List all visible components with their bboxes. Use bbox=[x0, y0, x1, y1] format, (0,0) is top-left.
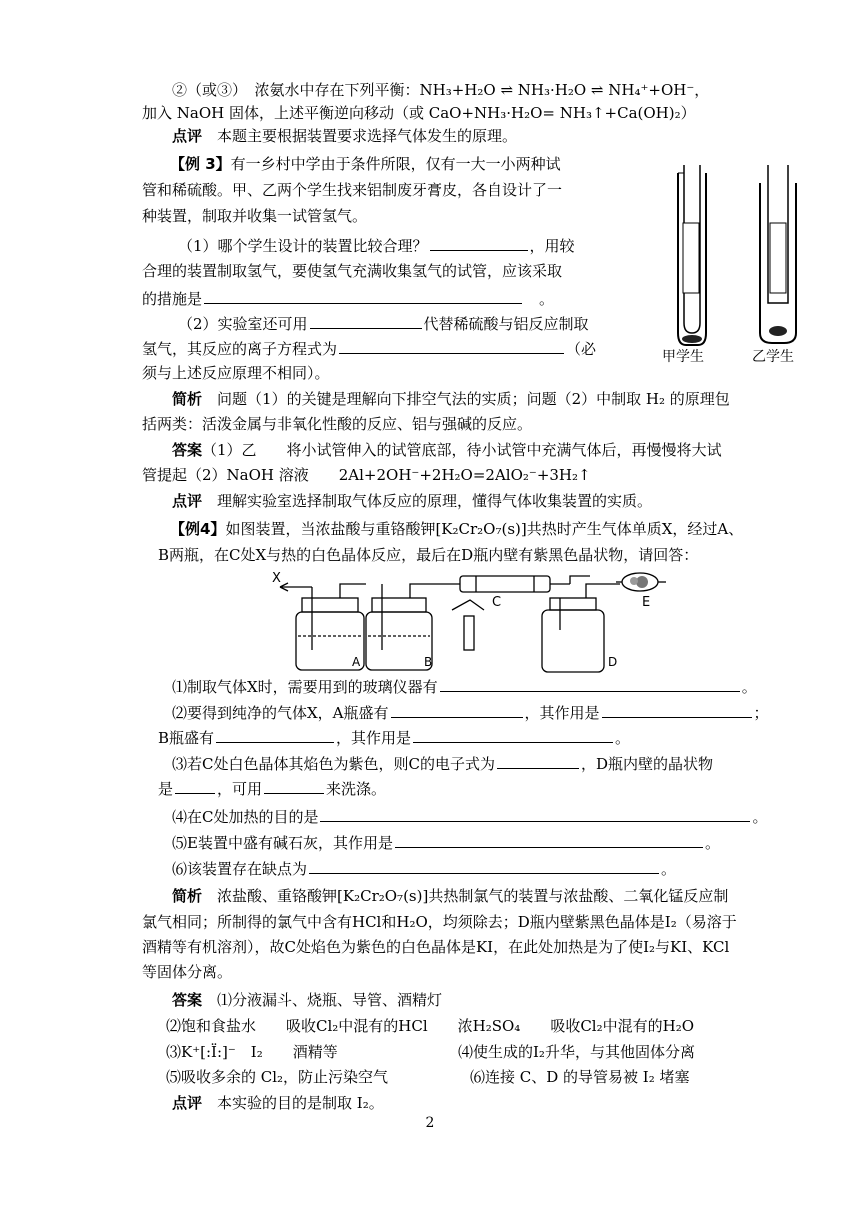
label-comment: 点评 bbox=[172, 1094, 203, 1112]
text: （1）哪个学生设计的装置比较合理？ bbox=[178, 237, 428, 255]
text-line: 等固体分离。 bbox=[142, 963, 233, 981]
text-line: ②（或③） 浓氨水中存在下列平衡：NH₃+H₂O ⇌ NH₃·H₂O ⇌ NH₄⁺+OH⁻， bbox=[172, 81, 710, 99]
text: （必 bbox=[566, 340, 597, 358]
question-line bbox=[158, 727, 630, 748]
question-line bbox=[178, 235, 575, 256]
answer-blank bbox=[175, 778, 215, 794]
text: B瓶盛有 bbox=[158, 729, 215, 747]
answer-blank bbox=[602, 702, 752, 718]
text: 来洗涤。 bbox=[326, 780, 387, 798]
answer-line: ⑷使生成的I₂升华，与其他固体分离 bbox=[458, 1043, 695, 1061]
text: ⑴制取气体X时，需要用到的玻璃仪器有 bbox=[172, 678, 438, 696]
text: 。 bbox=[539, 290, 555, 308]
question-line bbox=[172, 832, 720, 853]
text: 有一乡村中学由于条件所限，仅有一大一小两种试 bbox=[230, 155, 561, 173]
text: 。 bbox=[704, 834, 720, 852]
text: ⑷在C处加热的目的是 bbox=[172, 808, 319, 826]
caption-yi: 乙学生 bbox=[752, 349, 794, 365]
text: ⑸E装置中盛有碱石灰，其作用是 bbox=[172, 834, 393, 852]
question-line bbox=[172, 676, 757, 697]
label-answer: 答案 bbox=[172, 441, 203, 459]
answer-line: ⑵饱和食盐水 吸收Cl₂中混有的HCl 浓H₂SO₄ 吸收Cl₂中混有的H₂O bbox=[166, 1017, 695, 1035]
text: 。 bbox=[615, 729, 631, 747]
answer-blank bbox=[204, 288, 522, 304]
label-e: E bbox=[642, 595, 651, 610]
answer-blank bbox=[339, 338, 564, 354]
question-line bbox=[172, 753, 713, 774]
text-line: 种装置，制取并收集一试管氢气。 bbox=[142, 207, 368, 225]
text-line: 氯气相同；所制得的氯气中含有HCl和H₂O，均须除去；D瓶内壁紫黑色晶体是I₂（易溶于 bbox=[142, 913, 737, 931]
label-a: A bbox=[352, 655, 361, 669]
text: ，D瓶内壁的晶状物 bbox=[580, 755, 713, 773]
question-line bbox=[178, 313, 589, 334]
text: ，其作用是 bbox=[336, 729, 412, 747]
text: ； bbox=[753, 704, 769, 722]
answer-line: ⑸吸收多余的 Cl₂，防止污染空气 bbox=[166, 1068, 389, 1086]
text: 如图装置，当浓盐酸与重铬酸钾[K₂Cr₂O₇(s)]共热时产生气体单质X，经过A、 bbox=[225, 520, 744, 538]
test-tube-figure bbox=[650, 163, 820, 368]
comment-line bbox=[172, 491, 652, 511]
text: 本实验的目的是制取 I₂。 bbox=[217, 1094, 384, 1112]
text-line: B两瓶，在C处X与热的白色晶体反应，最后在D瓶内壁有紫黑色晶状物，请回答： bbox=[158, 546, 699, 564]
label-analysis: 简析 bbox=[172, 887, 203, 905]
text: ⑹该装置存在缺点为 bbox=[172, 860, 308, 878]
answer-line bbox=[172, 990, 442, 1010]
student-jia-apparatus bbox=[678, 165, 706, 345]
text: ⑶若C处白色晶体其焰色为紫色，则C的电子式为 bbox=[172, 755, 495, 773]
text: ，可用 bbox=[217, 780, 263, 798]
question-line bbox=[172, 806, 768, 827]
comment-line bbox=[172, 126, 517, 146]
text: ，用较 bbox=[529, 237, 575, 255]
student-yi-apparatus bbox=[760, 165, 796, 343]
text: 氢气，其反应的离子方程式为 bbox=[142, 340, 338, 358]
text-line: 管提起（2）NaOH 溶液 2Al+2OH⁻+2H₂O=2AlO₂⁻+3H₂↑ bbox=[142, 466, 591, 484]
example-3-header bbox=[170, 154, 561, 174]
text: 。 bbox=[661, 860, 677, 878]
answer-blank bbox=[216, 727, 334, 743]
text: 本题主要根据装置要求选择气体发生的原理。 bbox=[217, 127, 518, 145]
question-line bbox=[172, 858, 676, 879]
question-line bbox=[172, 702, 769, 723]
answer-blank bbox=[497, 753, 579, 769]
text: 是 bbox=[158, 780, 174, 798]
answer-blank bbox=[320, 806, 750, 822]
text: 问题（1）的关键是理解向下排空气法的实质；问题（2）中制取 H₂ 的原理包 bbox=[217, 390, 730, 408]
text: ⑴分液漏斗、烧瓶、导管、酒精灯 bbox=[217, 991, 443, 1009]
text: 的措施是 bbox=[142, 290, 203, 308]
text: ，其作用是 bbox=[524, 704, 600, 722]
answer-blank bbox=[395, 832, 703, 848]
label-c: C bbox=[492, 595, 502, 610]
caption-jia: 甲学生 bbox=[662, 349, 704, 365]
analysis-line bbox=[172, 389, 730, 409]
text-line: 合理的装置制取氢气，要使氢气充满收集氢气的试管，应该采取 bbox=[142, 262, 563, 280]
answer-line bbox=[172, 440, 722, 460]
answer-blank bbox=[309, 858, 659, 874]
answer-blank bbox=[413, 727, 613, 743]
question-line bbox=[142, 288, 554, 309]
text: （1）乙 将小试管伸入的试管底部，待小试管中充满气体后，再慢慢将大试 bbox=[202, 441, 722, 459]
analysis-line bbox=[172, 886, 728, 906]
text: 。 bbox=[752, 808, 768, 826]
answer-blank bbox=[310, 313, 422, 329]
answer-blank bbox=[264, 778, 324, 794]
text-line: 加入 NaOH 固体，上述平衡逆向移动（或 CaO+NH₃·H₂O= NH₃↑+Ca(OH)₂） bbox=[142, 104, 696, 122]
label-comment: 点评 bbox=[172, 127, 203, 145]
label-answer: 答案 bbox=[172, 991, 203, 1009]
apparatus-diagram bbox=[270, 570, 690, 676]
label-d: D bbox=[608, 655, 618, 669]
answer-line: ⑶K⁺[:Ï:]⁻ I₂ 酒精等 bbox=[166, 1043, 338, 1061]
example-label: 【例 3】 bbox=[170, 155, 231, 173]
text: （2）实验室还可用 bbox=[178, 315, 308, 333]
example-label: 【例4】 bbox=[170, 520, 226, 538]
answer-blank bbox=[440, 676, 740, 692]
question-line bbox=[142, 338, 596, 359]
comment-line bbox=[172, 1093, 384, 1113]
answer-blank bbox=[430, 235, 528, 251]
question-line bbox=[158, 778, 386, 799]
label-analysis: 简析 bbox=[172, 390, 203, 408]
answer-blank bbox=[391, 702, 523, 718]
text: 理解实验室选择制取气体反应的原理，懂得气体收集装置的实质。 bbox=[217, 492, 653, 510]
label-x: X bbox=[272, 571, 281, 586]
text: ⑵要得到纯净的气体X，A瓶盛有 bbox=[172, 704, 389, 722]
answer-line: ⑹连接 C、D 的导管易被 I₂ 堵塞 bbox=[470, 1068, 690, 1086]
label-b: B bbox=[424, 655, 433, 669]
text: 浓盐酸、重铬酸钾[K₂Cr₂O₇(s)]共热制氯气的装置与浓盐酸、二氧化锰反应制 bbox=[217, 887, 729, 905]
label-comment: 点评 bbox=[172, 492, 203, 510]
page-number: 2 bbox=[425, 1115, 435, 1131]
text-line: 括两类：活泼金属与非氧化性酸的反应、铝与强碱的反应。 bbox=[142, 415, 533, 433]
text-line: 管和稀硫酸。甲、乙两个学生找来铝制废牙膏皮，各自设计了一 bbox=[142, 181, 563, 199]
text: 。 bbox=[741, 678, 757, 696]
text-line: 须与上述反应原理不相同）。 bbox=[142, 364, 330, 382]
example-4-header bbox=[170, 519, 743, 539]
text-line: 酒精等有机溶剂），故C处焰色为紫色的白色晶体是KI，在此处加热是为了使I₂与KI、KCl bbox=[142, 938, 730, 956]
text: 代替稀硫酸与铝反应制取 bbox=[423, 315, 589, 333]
